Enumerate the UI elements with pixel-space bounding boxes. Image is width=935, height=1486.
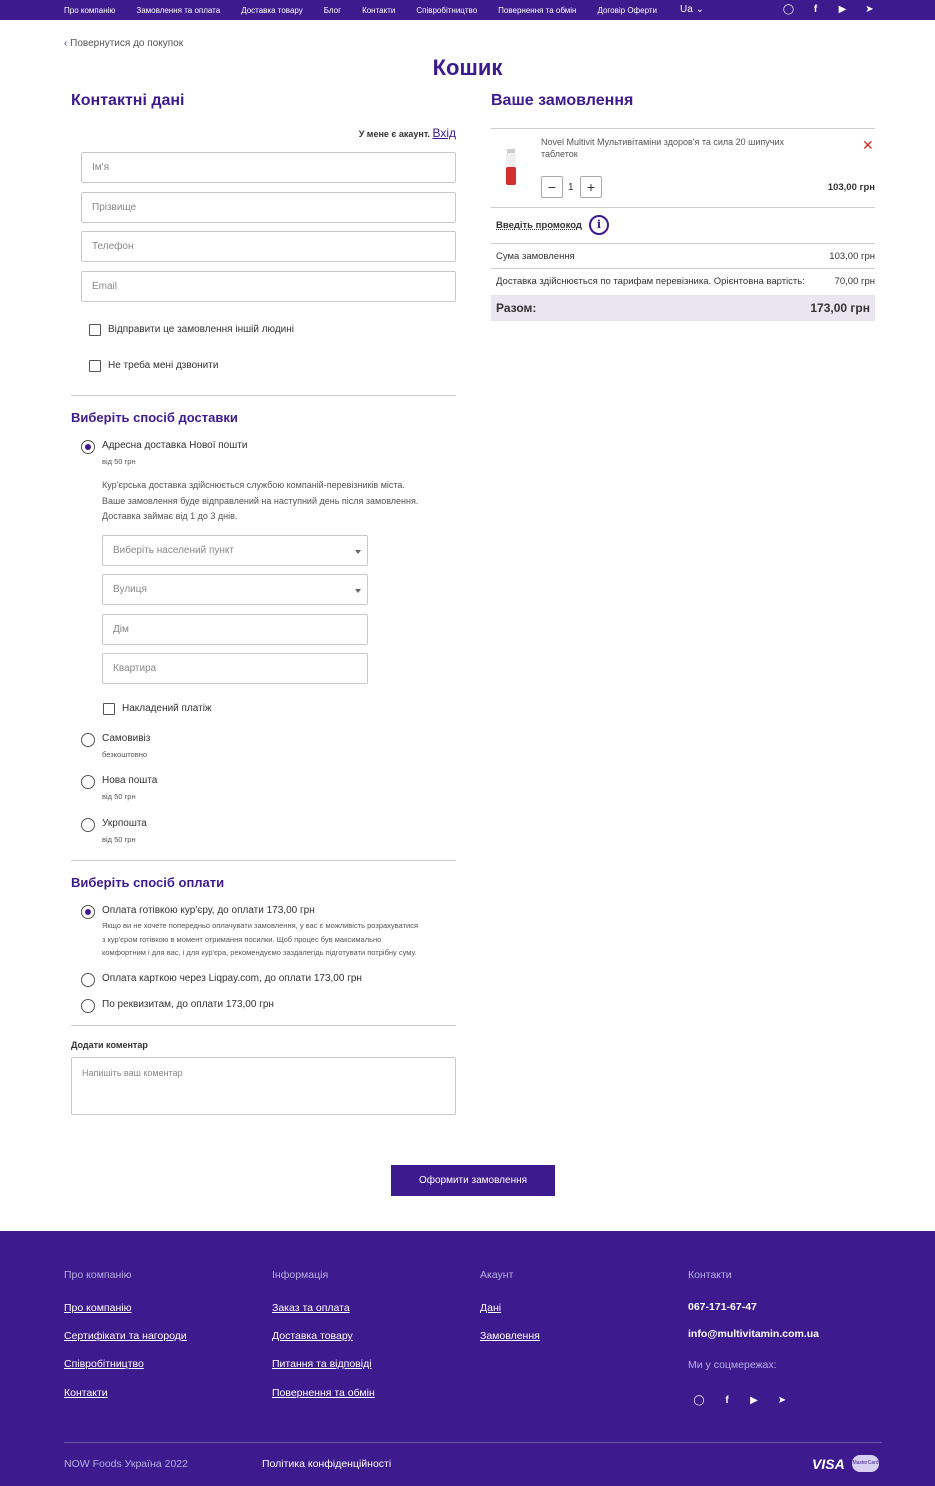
delivery-option-label: Укрпошта [102, 818, 147, 829]
account-line: У мене є акаунт. Вхід [358, 126, 456, 140]
email-input[interactable]: Email [81, 271, 456, 302]
payment-option-label: Оплата карткою через Liqpay.com, до оплати 173,00 грн [102, 973, 362, 984]
payment-heading: Виберіть спосіб оплати [71, 875, 225, 890]
facebook-icon[interactable]: f [813, 4, 818, 15]
footer-link[interactable]: Про компанію [64, 1302, 132, 1314]
delivery-radio-nova-poshta[interactable] [81, 775, 95, 789]
delivery-option-label: Самовивіз [102, 733, 151, 744]
promo-code-link[interactable]: Введіть промокод [496, 220, 582, 231]
footer-link[interactable]: Заказ та оплата [272, 1302, 350, 1314]
first-name-input[interactable]: Ім'я [81, 152, 456, 183]
footer-col3-heading: Акаунт [480, 1269, 514, 1281]
instagram-icon[interactable]: ◯ [693, 1395, 705, 1406]
language-selector[interactable]: Ua ⌄ [680, 4, 704, 15]
privacy-policy-link[interactable]: Політика конфіденційності [262, 1458, 392, 1470]
footer-link[interactable]: Дані [480, 1302, 502, 1314]
cod-label: Накладений платіж [122, 703, 212, 714]
order-heading: Ваше замовлення [491, 92, 634, 109]
footer-link[interactable]: Доставка товару [272, 1330, 353, 1342]
footer-col1-heading: Про компанію [64, 1269, 132, 1281]
nav-delivery[interactable]: Доставка товару [241, 5, 303, 15]
delivery-option-price: безкоштовно [102, 750, 148, 759]
delivery-option-label: Адресна доставка Нової пошти [102, 440, 248, 451]
copyright: NOW Foods Україна 2022 [64, 1458, 188, 1470]
no-call-label: Не треба мені дзвонити [108, 360, 219, 371]
phone-input[interactable]: Телефон [81, 231, 456, 262]
cod-checkbox[interactable] [103, 703, 115, 715]
footer-link[interactable]: Питання та відповіді [272, 1358, 372, 1370]
delivery-option-price: від 50 грн [102, 792, 136, 801]
top-nav [64, 0, 678, 20]
subtotal-label: Сума замовлення [496, 251, 575, 262]
comment-label: Додати коментар [71, 1040, 148, 1050]
footer-col4-heading: Контакти [688, 1269, 732, 1281]
footer-social-label: Ми у соцмережах: [688, 1359, 777, 1371]
nav-blog[interactable]: Блог [323, 5, 342, 15]
delivery-option-price: від 50 грн [102, 835, 136, 844]
delivery-heading: Виберіть спосіб доставки [71, 410, 238, 425]
telegram-icon[interactable]: ➤ [865, 4, 874, 15]
qty-increase-button[interactable]: + [580, 176, 602, 198]
footer-link[interactable]: Сертифікати та нагороди [64, 1330, 187, 1342]
footer-link[interactable]: Повернення та обмін [272, 1387, 375, 1399]
qty-value[interactable]: 1 [568, 182, 574, 193]
chevron-down-icon: ⌄ [695, 4, 704, 15]
chevron-left-icon: ‹ [64, 38, 68, 49]
footer-link[interactable]: Співробітництво [64, 1358, 144, 1370]
nav-offer[interactable]: Договір Оферти [597, 5, 657, 15]
back-to-shopping-link[interactable]: ‹ Повернутися до покупок [64, 38, 184, 49]
total-label: Разом: [496, 301, 537, 315]
payment-option-label: Оплата готівкою кур'єру, до оплати 173,00 грн [102, 905, 315, 916]
remove-item-icon[interactable]: ✕ [862, 137, 874, 153]
product-name[interactable]: Novel Multivit Мультивітаміни здоров'я та сила 20 шипучих таблеток [541, 137, 785, 159]
divider [71, 860, 456, 861]
qty-decrease-button[interactable]: − [541, 176, 563, 198]
house-input[interactable]: Дім [102, 614, 368, 645]
city-select[interactable]: Виберіть населений пункт [102, 535, 368, 566]
contact-heading: Контактні дані [71, 92, 185, 109]
total-value: 173,00 грн [810, 301, 870, 315]
facebook-icon[interactable]: f [725, 1395, 729, 1406]
divider [71, 395, 456, 396]
delivery-option-price: від 50 грн [102, 457, 136, 466]
nav-contacts[interactable]: Контакти [362, 5, 396, 15]
last-name-input[interactable]: Прізвище [81, 192, 456, 223]
page-title: Кошик [432, 55, 503, 80]
no-call-checkbox[interactable] [89, 360, 101, 372]
nav-orders[interactable]: Замовлення та оплата [136, 5, 221, 15]
product-image[interactable] [504, 149, 518, 185]
footer-email[interactable]: info@multivitamin.com.ua [688, 1328, 819, 1340]
payment-cash-note: Якщо ви не хочете попередньо оплачувати замовлення, у вас є можливість розрахуватися з кур'єром готівкою в момент отримання посилки. Щоб процес був максимально комфортним і для вас, і для кур'єра, рекомендуємо заздалегідь підготувати потрібну суму. [102, 921, 419, 957]
nav-about[interactable]: Про компанію [64, 5, 116, 15]
divider [491, 128, 875, 129]
visa-logo: VISA [812, 1456, 845, 1472]
delivery-radio-np-address[interactable] [81, 440, 95, 454]
youtube-icon[interactable]: ▶ [838, 4, 847, 15]
comment-textarea[interactable]: Напишіть ваш коментар [71, 1057, 456, 1115]
product-price: 103,00 грн [827, 182, 875, 193]
instagram-icon[interactable]: ◯ [782, 4, 795, 15]
nav-cooperation[interactable]: Співробітництво [416, 5, 478, 15]
payment-radio-card[interactable] [81, 973, 95, 987]
divider [491, 268, 875, 269]
footer-divider [64, 1442, 882, 1443]
delivery-description: Кур'єрська доставка здійснюється службою компаній-перевізників міста. Ваше замовлення буде відправлений на наступний день після замовлення. Доставка займає від 1 до 3 днів. [102, 480, 419, 521]
footer-link[interactable]: Контакти [64, 1387, 108, 1399]
delivery-radio-pickup[interactable] [81, 733, 95, 747]
mastercard-logo: MasterCard [852, 1455, 879, 1472]
subtotal-value: 103,00 грн [829, 251, 875, 262]
apartment-input[interactable]: Квартира [102, 653, 368, 684]
youtube-icon[interactable]: ▶ [750, 1395, 758, 1406]
divider [491, 207, 875, 208]
divider [71, 1025, 456, 1026]
login-link[interactable]: Вхід [432, 126, 456, 140]
delivery-radio-ukrposhta[interactable] [81, 818, 95, 832]
place-order-button[interactable]: Оформити замовлення [391, 1165, 555, 1196]
footer-col2-heading: Інформація [272, 1269, 329, 1281]
payment-radio-cash[interactable] [81, 905, 95, 919]
shipping-value: 70,00 грн [834, 276, 875, 287]
payment-radio-requisites[interactable] [81, 999, 95, 1013]
footer-link[interactable]: Замовлення [480, 1330, 540, 1342]
payment-option-label: По реквизитам, до оплати 173,00 грн [102, 999, 274, 1010]
street-select[interactable]: Вулиця [102, 574, 368, 605]
info-icon[interactable]: i [589, 215, 609, 235]
other-person-label: Відправити це замовлення іншій людині [108, 324, 294, 335]
telegram-icon[interactable]: ➤ [777, 1395, 787, 1406]
footer-phone[interactable]: 067-171-67-47 [688, 1301, 757, 1313]
nav-returns[interactable]: Повернення та обмін [498, 5, 577, 15]
top-social [782, 3, 890, 16]
other-person-checkbox[interactable] [89, 324, 101, 336]
shipping-label: Доставка здійснюється по тарифам перевізника. Орієнтовна вартість: [496, 276, 805, 287]
divider [491, 243, 875, 244]
delivery-option-label: Нова пошта [102, 775, 158, 786]
